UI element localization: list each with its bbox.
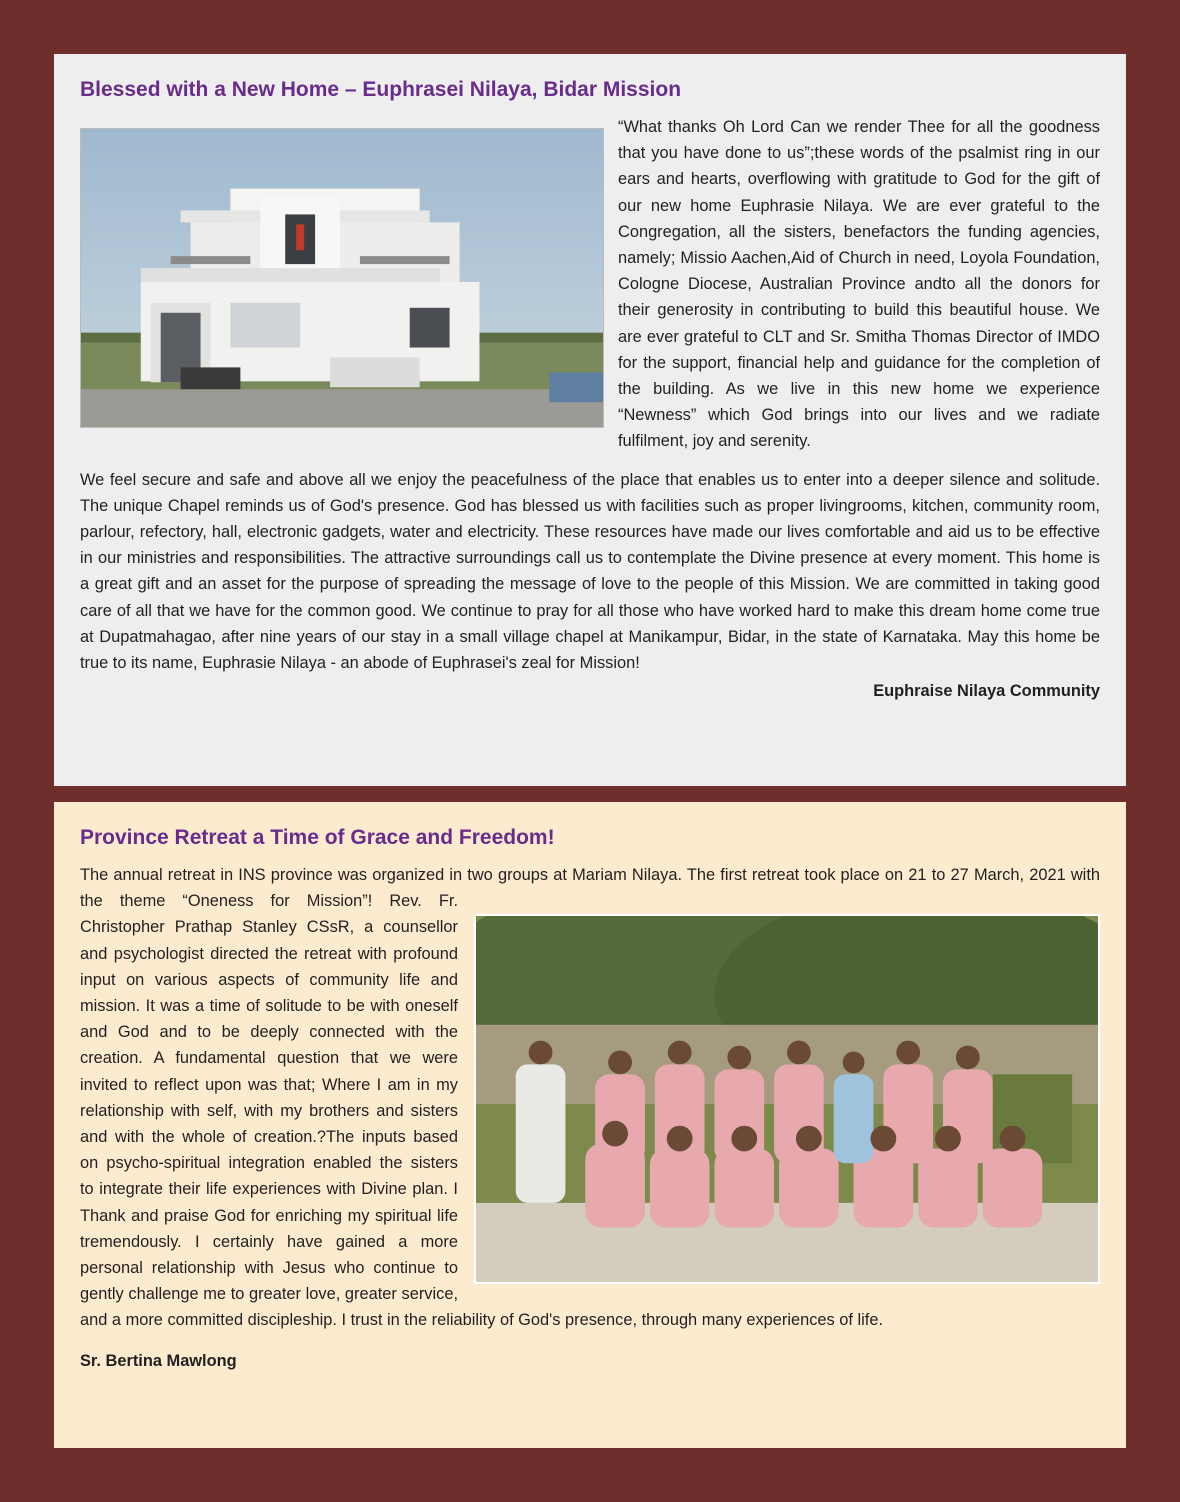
article-signature: Euphraise Nilaya Community [873, 682, 1100, 701]
article-signature: Sr. Bertina Mawlong [80, 1351, 237, 1370]
article-paragraph: The annual retreat in INS province was organized in two groups at Mariam Nilaya. The first retreat took place on 21 to 27 March, 2021 with the theme “Oneness for Mission”! Rev. Fr. Christopher Prathap Stanley CSsR, a counsellor and psychologist directed the retreat with profound input on various aspects of community life and mission. It was a time of solitude to be with oneself and God and to be deeply connected with the creation. A fundamental question that we were invited to reflect upon was that; Where I am in my relationship with self, with my brothers and sisters and with the whole of creation.?The inputs based on psycho-spiritual integration enabled the sisters to integrate their life experiences with Divine plan. I Thank and praise God for enriching my spiritual life tremendously. I certainly have gained a more personal relationship with Jesus who continue to gently challenge me to greater love, greater service, and a more committed discipleship. I trust in the reliability of God's presence, through many experiences of life. [80, 866, 1100, 1330]
article-new-home [54, 54, 1126, 786]
article-paragraph: We feel secure and safe and above all we enjoy the peacefulness of the place that enables us to enter into a deeper silence and solitude. The unique Chapel reminds us of God's presence. God has blessed us with facilities such as proper livingrooms, kitchen, community room, parlour, refectory, hall, electronic gadgets, water and electricity. These resources have made our lives comfortable and aid us to be effective in our ministries and responsibilities. The attractive surroundings call us to contemplate the Divine presence at every moment. This home is a great gift and an asset for the purpose of spreading the message of love to the people of this Mission. We are committed in taking good care of all that we have for the common good. We continue to pray for all those who have worked hard to make this dream home come true at Dupatmahagao, after nine years of our stay in a small village chapel at Manikampur, Bidar, in the state of Karnataka. May this home be true to its name, Euphrasie Nilaya - an abode of Euphrasei's zeal for Mission! [80, 470, 1100, 673]
article-paragraph: “What thanks Oh Lord Can we render Thee for all the goodness that you have done to us”;these words of the psalmist ring in our ears and hearts, overflowing with gratitude to God for the gift of our new home Euphrasie Nilaya. We are ever grateful to the Congregation, all the sisters, benefactors the funding agencies, namely; Missio Aachen,Aid of Church in need, Loyola Foundation, Cologne Diocese, Australian Province andto all the donors for their generosity in contributing to build this beautiful house. We are ever grateful to CLT and Sr. Smitha Thomas Director of IMDO for the support, financial help and guidance for the completion of the building. As we live in this new home we experience “Newness” which God brings into our lives and we radiate fulfilment, joy and serenity. [618, 118, 1100, 451]
house-photo [80, 128, 604, 428]
group-photo [474, 914, 1100, 1284]
article-title: Blessed with a New Home – Euphrasei Nilaya, Bidar Mission [80, 78, 682, 101]
article-title: Province Retreat a Time of Grace and Freedom! [80, 826, 555, 849]
article-retreat [54, 802, 1126, 1448]
